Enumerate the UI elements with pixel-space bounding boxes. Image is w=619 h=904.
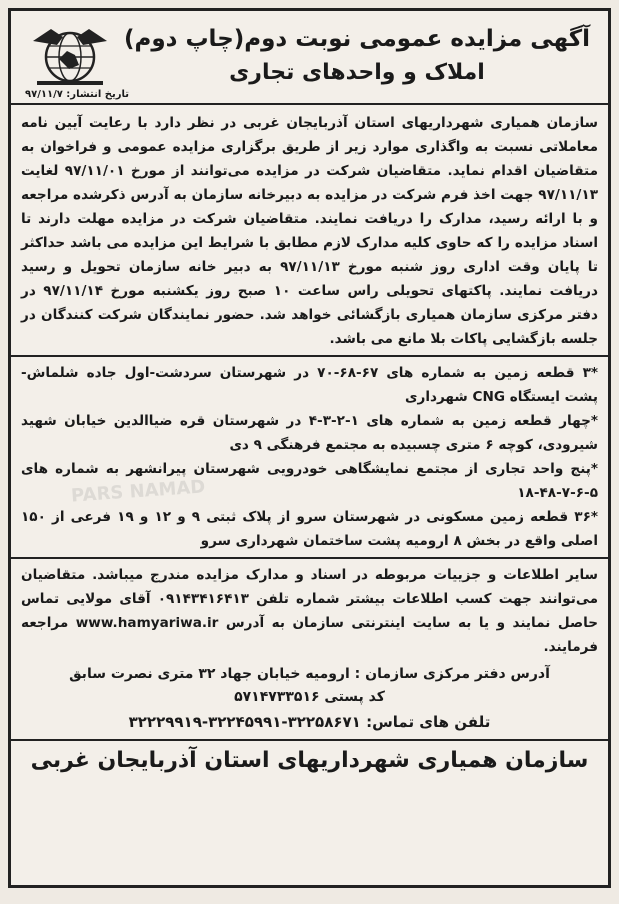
ad-page <box>8 8 611 888</box>
postal-code: کد پستی ۵۷۱۴۷۳۳۵۱۶ <box>234 689 385 705</box>
organization-name: سازمان همیاری شهرداریهای استان آذربایجان غربی <box>30 748 589 773</box>
ad-body <box>11 105 608 781</box>
closing-text: سایر اطلاعات و جزییات مربوطه در اسناد و مدارک مزایده مندرج میباشد. متقاضیان می‌توانند جهت کسب اطلاعات بیشتر شماره تلفن ۰۹۱۴۳۴۱۶۴۱۳ آقای مولایی تماس حاصل نمایند و یا به سایت اینترنتی سازمان به آدرس <box>21 567 599 631</box>
auction-item-piranshahr: *پنج واحد تجاری از مجتمع نمایشگاهی خودرویی شهرستان پیرانشهر به شماره های ۵-۶-۷-۴۸-۱۸ <box>21 461 598 501</box>
closing-paragraph <box>21 563 598 659</box>
publication-date: تاریخ انتشار: ۹۷/۱۱/۷ <box>25 89 129 100</box>
ad-subtitle: املاک و واحدهای تجاری <box>229 60 485 85</box>
ad-title: آگهی مزایده عمومی نوبت دوم(چاپ دوم) <box>123 26 591 52</box>
phone-numbers: تلفن های تماس: ۳۲۲۵۸۶۷۱-۳۲۲۴۵۹۹۱-۳۲۲۲۹۹۱۹ <box>11 709 608 741</box>
watermark-logo: PARS NAMAD <box>70 476 206 507</box>
intro-paragraph: سازمان همیاری شهرداریهای استان آذربایجان غربی در نظر دارد با رعایت آیین نامه معاملاتی نسبت به واگذاری موارد زیر از طریق برگزاری مزایده عمومی و فراخوان به متقاضیان اقدام نماید. متقاضیان شرکت در مزایده می‌توانند از مورخ ۹۷/۱۱/۰۱ لغایت ۹۷/۱۱/۱۳ جهت اخذ فرم شرکت در مزایده به دبیرخانه سازمان به آدرس ذکرشده مراجعه و با ارائه رسید، مدارک را دریافت نمایند. متقاضیان شرکت در مزایده مهلت دارند تا اسناد مزایده را که حاوی کلیه مدارک لازم مطابق با شرایط این مزایده می باشد حداکثر تا پایان وقت اداری روز شنبه مورخ ۹۷/۱۱/۱۳ به دبیر خانه سازمان تحویل و رسید دریافت نمایند. پاکتهای تحویلی راس ساعت ۱۰ صبح روز یکشنبه مورخ ۹۷/۱۱/۱۴ در دفتر مرکزی سازمان همیاری بازگشائی خواهد شد. حضور نمایندگان شرکت کنندگان در جلسه بازگشایی پاکات بلا مانع می باشد. <box>21 115 599 347</box>
auction-item-sardasht: *۳ قطعه زمین به شماره های ۶۷-۶۸-۷۰ در شهرستان سردشت-اول جاده شلماش- پشت ایستگاه CNG شهرداری <box>21 365 598 405</box>
address-line: آدرس دفتر مرکزی سازمان : ارومیه خیابان جهاد ۳۲ متری نصرت سابق <box>69 666 550 682</box>
auction-item-sero: *۳۶ قطعه زمین مسکونی در شهرستان سرو از پلاک ثبتی ۹ و ۱۲ و ۱۹ فرعی از ۱۵۰ اصلی واقع در بخش ۸ ارومیه پشت ساختمان شهرداری سرو <box>21 509 598 549</box>
auction-item-qarah-ziaeddin: *چهار قطعه زمین به شماره های ۱-۲-۳-۴ در شهرستان قره ضیاالدین خیابان شهید شیرودی، کوچه ۶ متری چسبیده به مجتمع فرهنگی ۹ دی <box>21 413 598 453</box>
auction-items <box>11 355 608 559</box>
ad-header <box>11 11 608 105</box>
globe-emblem-icon <box>29 21 111 89</box>
website-link[interactable]: www.hamyariwa.ir <box>75 615 219 631</box>
closing-end: مراجعه فرمایند. <box>21 615 598 655</box>
